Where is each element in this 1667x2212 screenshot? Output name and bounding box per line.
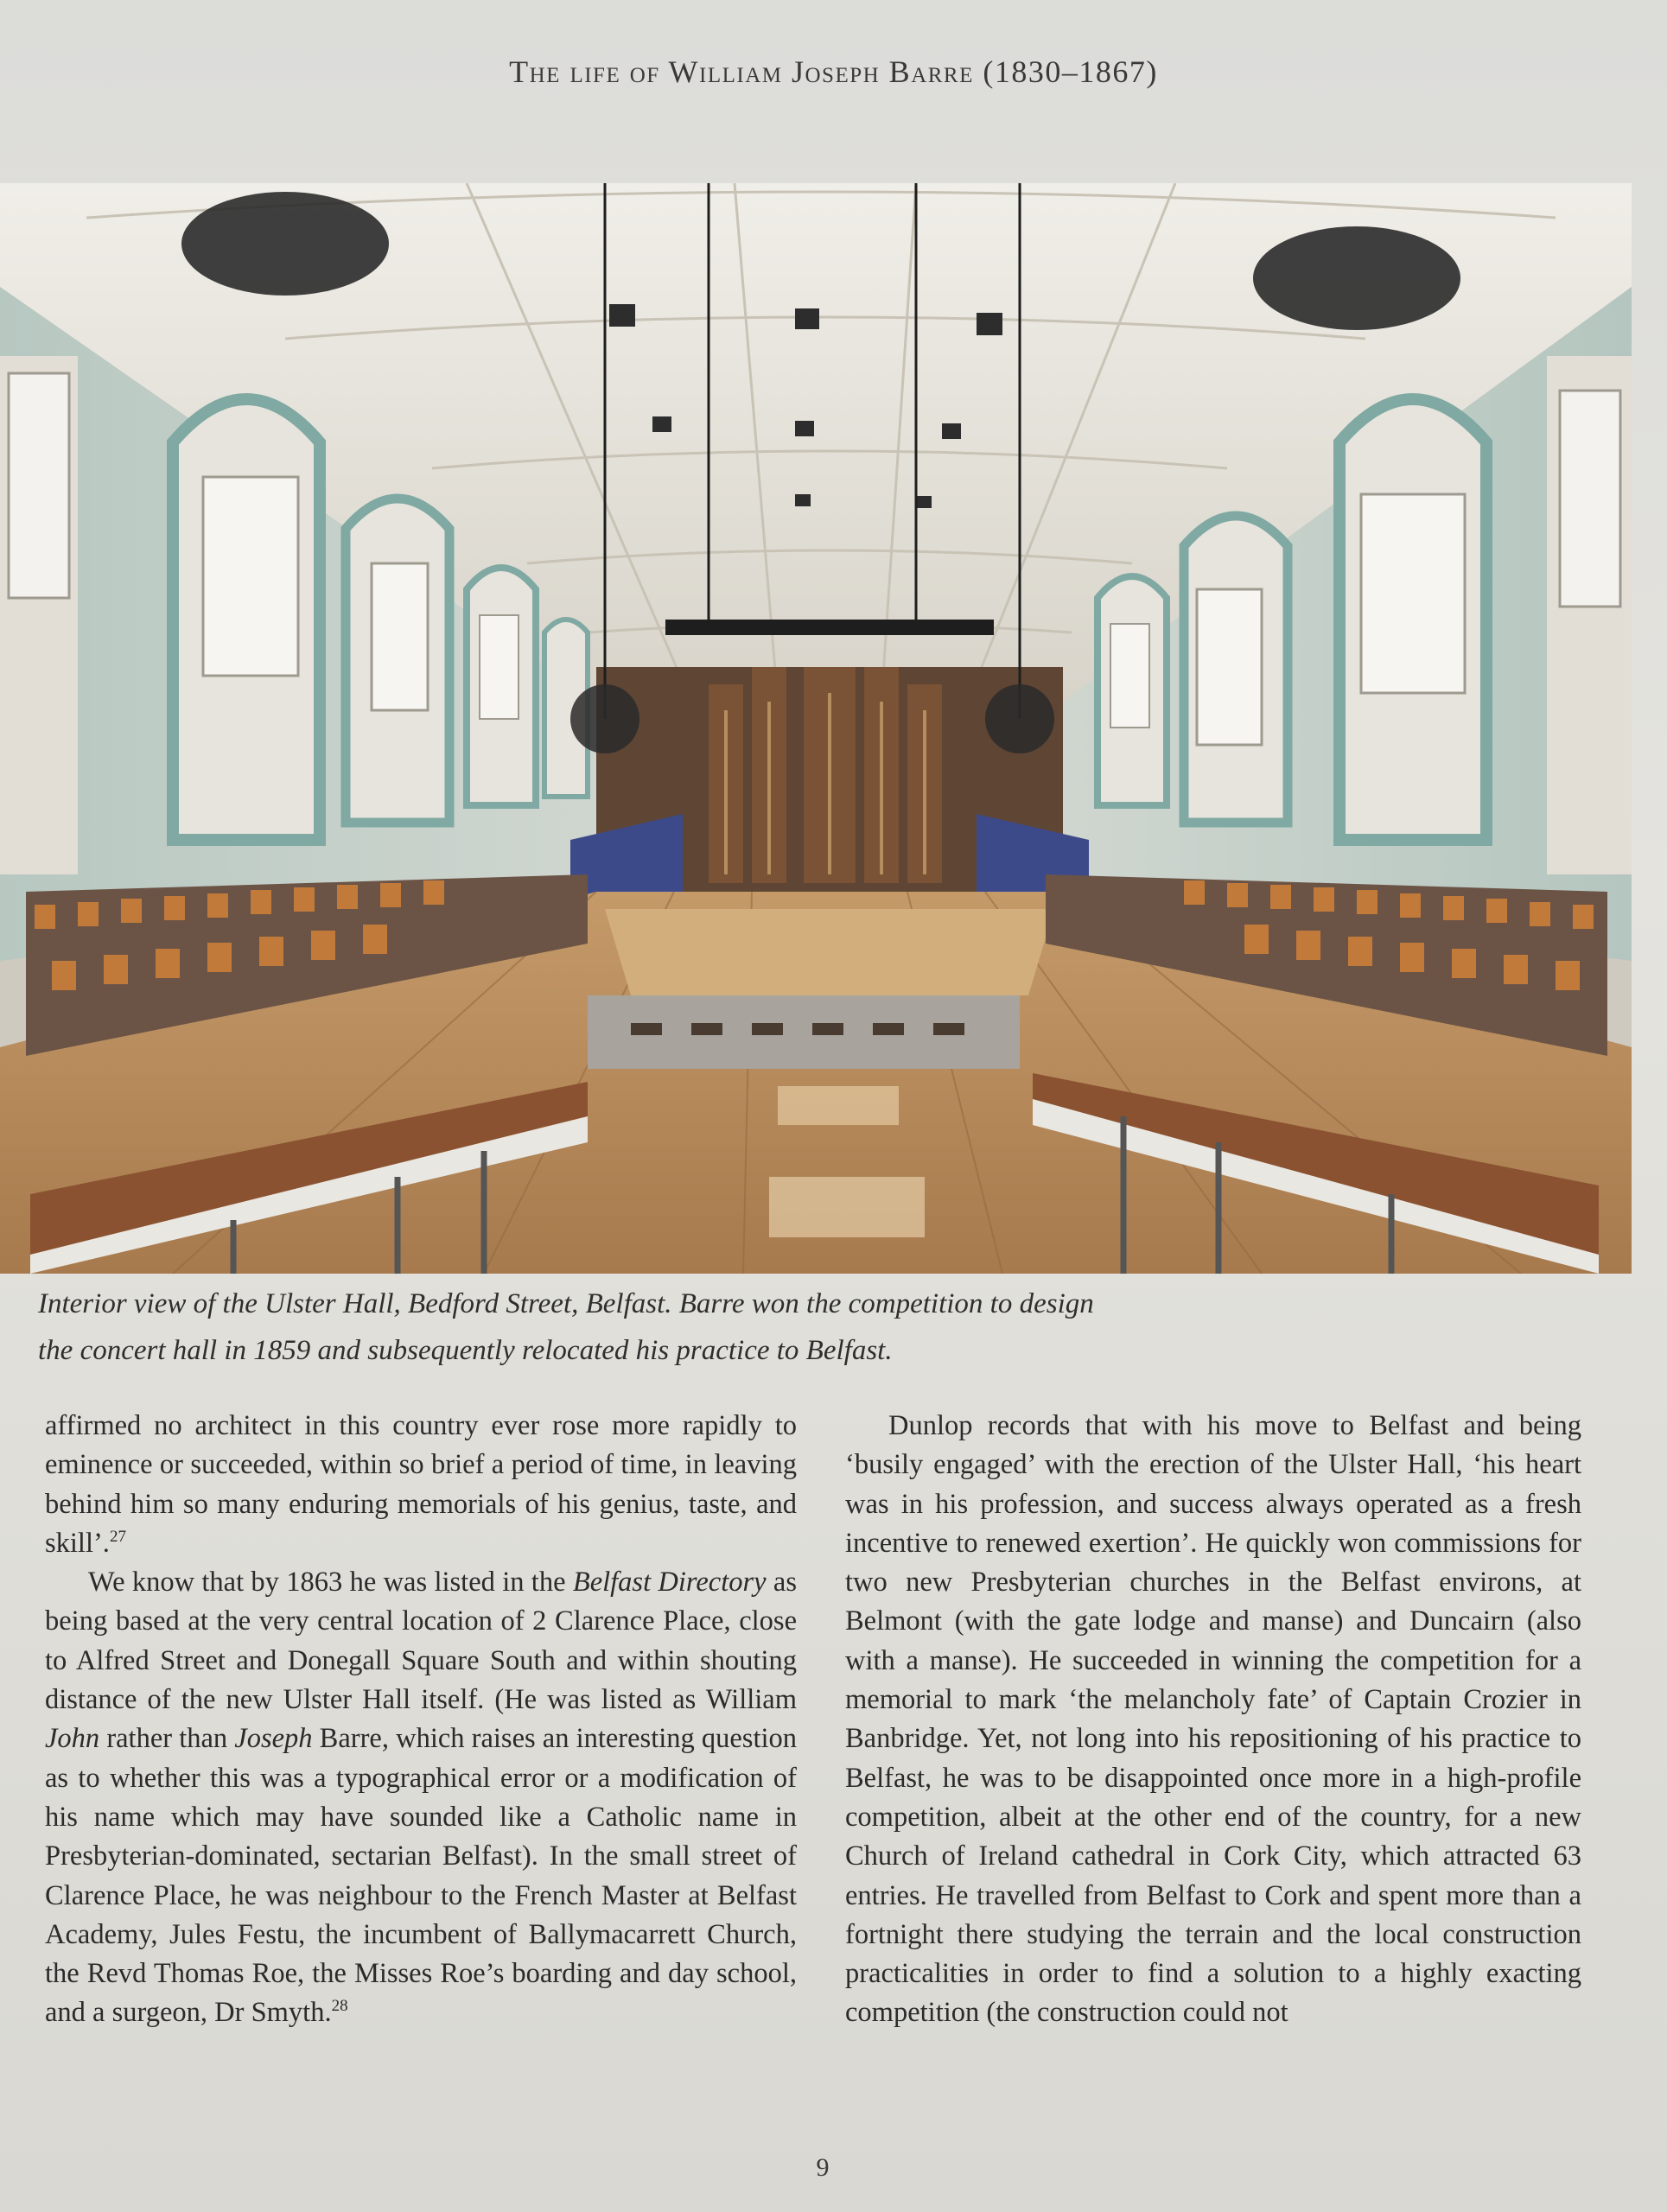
footnote-ref-28: 28 xyxy=(331,1997,348,2016)
page-number: 9 xyxy=(816,2153,830,2182)
right-column xyxy=(845,1407,1581,2033)
left-column xyxy=(45,1407,797,2033)
ulster-hall-photo xyxy=(0,183,1632,1274)
photo-caption xyxy=(38,1281,1248,1374)
running-head: The life of William Joseph Barre (1830–1867) xyxy=(509,54,1158,89)
footnote-ref-27: 27 xyxy=(109,1528,126,1547)
left-paragraph-2: We know that by 1863 he was listed in the Belfast Directory as being based at the very central location of 2 Clarence Place, close to Alfred Street and Donegall Square South and within shouting distance of the new Ulster Hall itself. (He was listed as William John rather than Joseph Barre, which raises an interesting question as to whether this was a typographical error or a modification of his name which may have sounded like a Catholic name in Presbyterian-dominated, sectarian Belfast). In the small street of Clarence Place, he was neighbour to the French Master at Belfast Academy, Jules Festu, the incumbent of Ballymacarrett Church, the Revd Thomas Roe, the Misses Roe’s boarding and day school, and a surgeon, Dr Smyth.$^{28}$ xyxy=(45,1567,798,2029)
right-paragraph-1: Dunlop records that with his move to Belfast and being ‘busily engaged’ with the erection of the Ulster Hall, ‘his heart was in his profession, and success always operated as a fresh incentive to renewed exertion’. He quickly won commissions for two new Presbyterian churches in the Belfast environs, at Belmont (with the gate lodge and manse) and Duncairn (also with a manse). He succeeded in winning the competition for a memorial to mark ‘the melancholy fate’ of Captain Crozier in Banbridge. Yet, not long into his repositioning of his practice to Belfast, he was to be disappointed once more in a high-profile competition, albeit at the other end of the country, for a new Church of Ireland cathedral in Cork City, which attracted 63 entries. He travelled from Belfast to Cork and spent more than a fortnight there studying the terrain and the local construction practicalities in order to find a solution to a highly exacting competition (the construction could not xyxy=(845,1410,1581,2029)
left-paragraph-1: affirmed no architect in this country ever rose more rapidly to eminence or succeeded, within so brief a period of time, in leaving behind him so many enduring memorials of his genius, taste, and skill’.$^{27}$ xyxy=(45,1410,797,1559)
caption-line-1: Interior view of the Ulster Hall, Bedford Street, Belfast. Barre won the competition to design xyxy=(38,1288,1094,1319)
caption-line-2: the concert hall in 1859 and subsequently relocated his practice to Belfast. xyxy=(38,1335,893,1366)
